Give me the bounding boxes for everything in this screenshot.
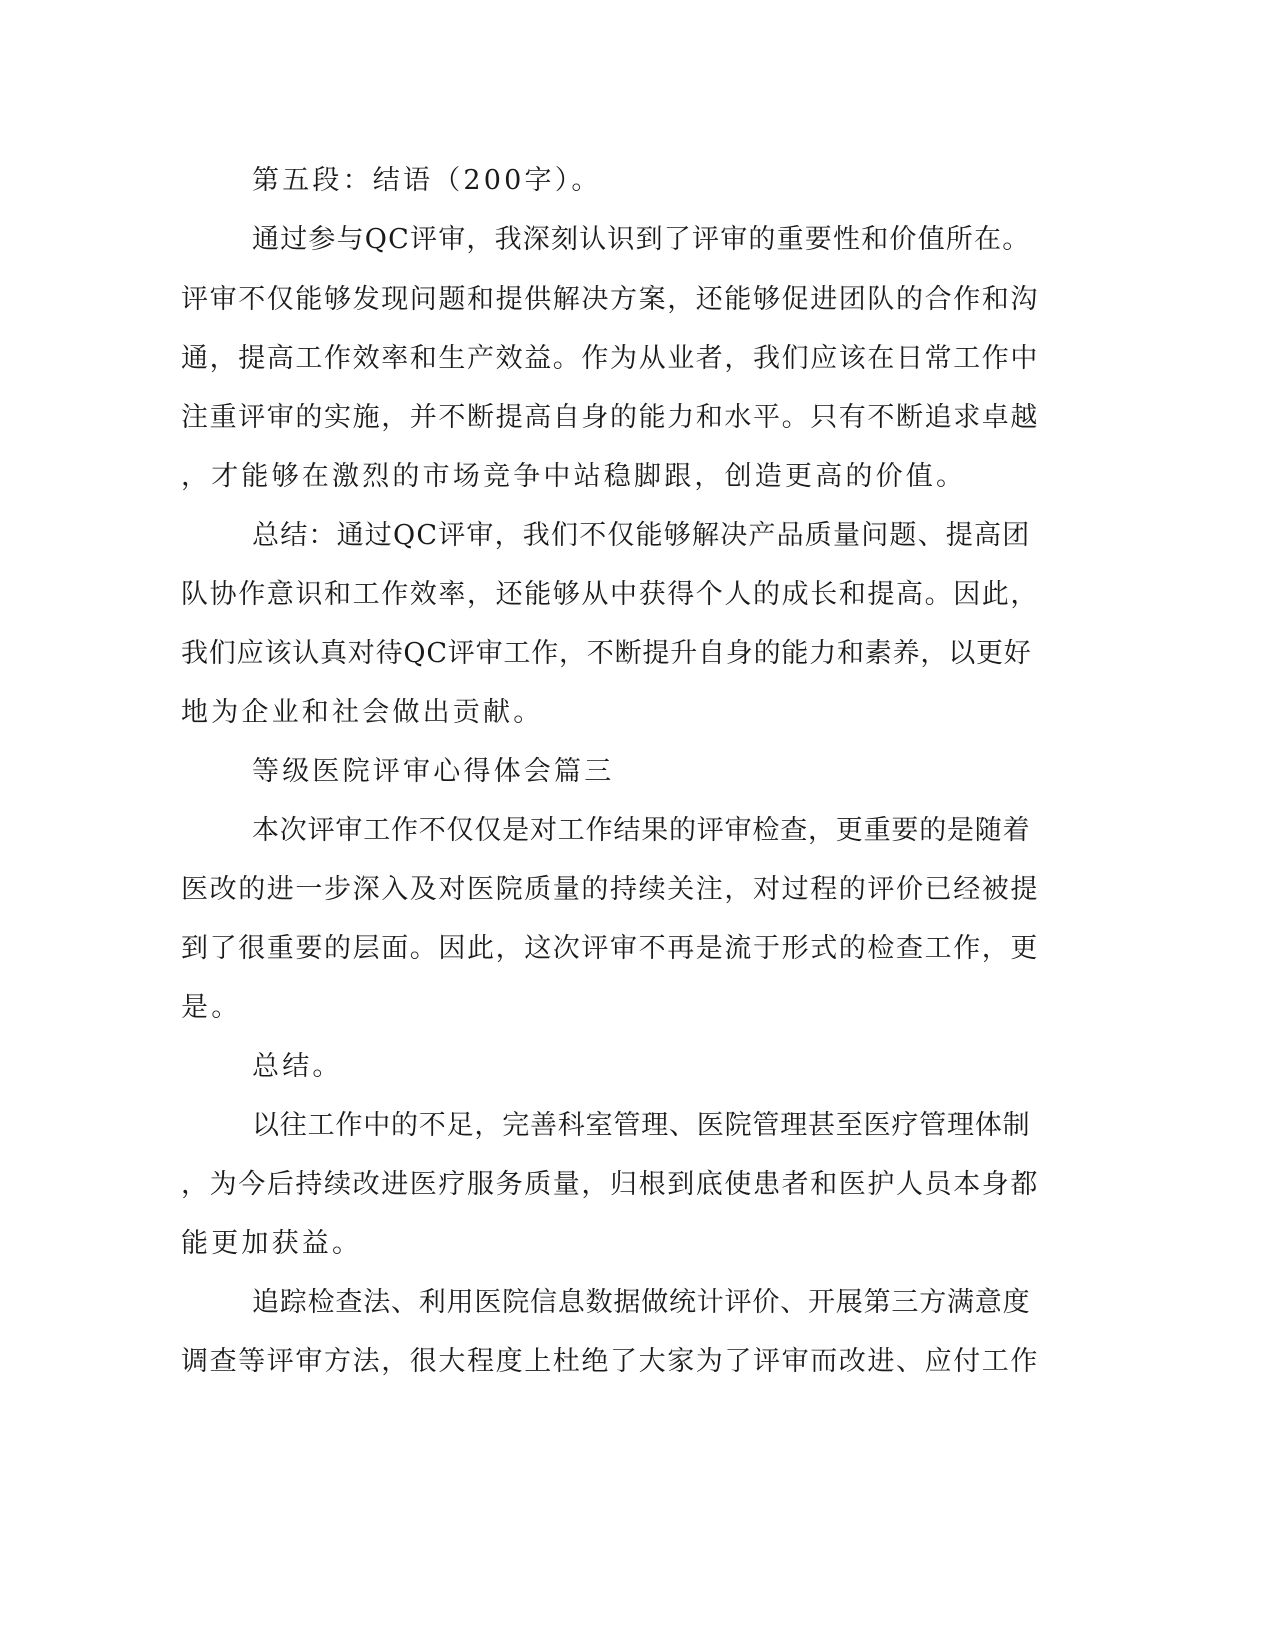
text-line: 地为企业和社会做出贡献。 (181, 697, 544, 728)
text-line: 能更加获益。 (181, 1228, 363, 1259)
text-line: 追踪检查法、利用医院信息数据做统计评价、开展第三方满意度 (252, 1287, 1031, 1318)
text-line: 注重评审的实施，并不断提高自身的能力和水平。只有不断追求卓越 (181, 402, 1039, 433)
text-line: 到了很重要的层面。因此，这次评审不再是流于形式的检查工作，更 (181, 933, 1039, 964)
text-line: 通过参与QC评审，我深刻认识到了评审的重要性和价值所在。 (252, 224, 1031, 255)
text-line: 医改的进一步深入及对医院质量的持续关注，对过程的评价已经被提 (181, 874, 1039, 905)
text-line: 队协作意识和工作效率，还能够从中获得个人的成长和提高。因此， (181, 579, 1039, 610)
text-line: 以往工作中的不足，完善科室管理、医院管理甚至医疗管理体制 (252, 1110, 1031, 1141)
text-line: 是。 (181, 992, 242, 1023)
text-line: 第五段：结语（200字）。 (252, 165, 602, 196)
text-line: ，才能够在激烈的市场竞争中站稳脚跟，创造更高的价值。 (181, 461, 967, 492)
text-line: 总结。 (252, 1051, 343, 1082)
text-line: 调查等评审方法，很大程度上杜绝了大家为了评审而改进、应付工作 (181, 1346, 1039, 1377)
text-line: ，为今后持续改进医疗服务质量，归根到底使患者和医护人员本身都 (181, 1169, 1039, 1200)
text-line: 总结：通过QC评审，我们不仅能够解决产品质量问题、提高团 (252, 520, 1031, 551)
text-line: 我们应该认真对待QC评审工作，不断提升自身的能力和素养，以更好 (181, 638, 1032, 669)
text-line: 本次评审工作不仅仅是对工作结果的评审检查，更重要的是随着 (252, 815, 1031, 846)
section-heading: 等级医院评审心得体会篇三 (252, 756, 615, 787)
text-line: 通，提高工作效率和生产效益。作为从业者，我们应该在日常工作中 (181, 343, 1039, 374)
text-line: 评审不仅能够发现问题和提供解决方案，还能够促进团队的合作和沟 (181, 284, 1039, 315)
